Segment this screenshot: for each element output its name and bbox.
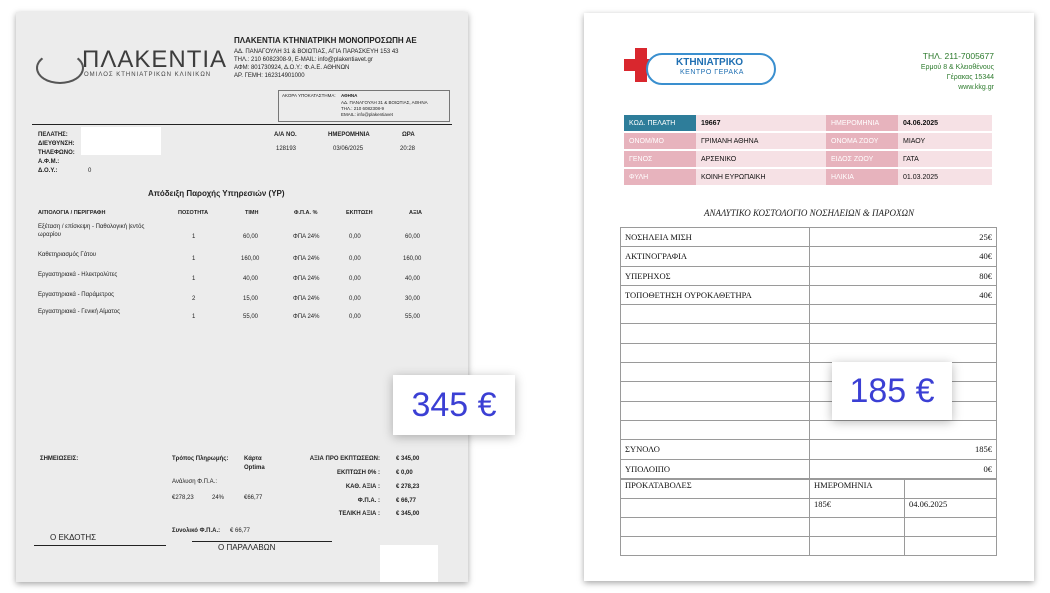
redacted-customer-block <box>81 127 161 155</box>
cost-amount: 40€ <box>810 247 997 266</box>
info-label: ΗΜΕΡΟΜΗΝΙΑ <box>826 115 898 132</box>
cost-row-empty <box>621 343 997 362</box>
prepay-label: ΠΡΟΚΑΤΑΒΟΛΕΣ <box>621 480 810 499</box>
info-value: 01.03.2025 <box>898 168 992 186</box>
issuer-signature-line <box>34 545 166 546</box>
info-label: ΟΝΟΜ/ΜΟ <box>624 132 696 150</box>
item-description: Εργαστηριακά - Γενική Αίματος <box>38 309 120 315</box>
item-qty: 1 <box>192 256 196 262</box>
clinic-website: www.kkg.gr <box>958 84 994 91</box>
brand-subtitle: ΟΜΙΛΟΣ ΚΤΗΝΙΑΤΡΙΚΩΝ ΚΛΙΝΙΚΩΝ <box>84 72 212 78</box>
branch-line: ΤΗΛ.: 210 6082308-9 <box>341 106 385 111</box>
total-row <box>621 440 997 459</box>
info-value: ΚΟΙΝΗ ΕΥΡΩΠΑΙΚΗ <box>696 168 826 186</box>
cost-row-empty <box>621 324 997 343</box>
customer-label: ΠΕΛΑΤΗΣ: <box>38 132 68 138</box>
item-qty: 1 <box>192 234 196 240</box>
item-qty: 1 <box>192 314 196 320</box>
item-value: 40,00 <box>405 276 421 282</box>
balance-row <box>621 459 997 478</box>
info-row <box>624 115 992 132</box>
vat-total-value: € 66,77 <box>230 528 251 534</box>
item-discount: 0,00 <box>349 276 361 282</box>
customer-label: Α.Φ.Μ.: <box>38 159 60 165</box>
info-value: ΓΑΤΑ <box>898 150 992 168</box>
item-description: Εργαστηριακά - Παράμετρος <box>38 292 115 298</box>
info-label: ΕΙΔΟΣ ΖΩΟΥ <box>826 150 898 168</box>
brand-logo-text: ΠΛΑΚΕΝΤΙΑ <box>82 46 228 73</box>
column-header: ΠΟΣΟΤΗΤΑ <box>178 210 209 216</box>
branch-label: ΑΚΟΡΑ ΥΠΟΚΑΤΑΣΤΗΜΑ: <box>282 93 336 98</box>
info-row <box>624 132 992 150</box>
cost-amount: 40€ <box>810 285 997 304</box>
item-description: Εξέταση / επίσκεψη - Παθολογική |εντός <box>38 224 145 230</box>
total-value: 185€ <box>810 440 997 459</box>
item-price: 15,00 <box>243 296 259 302</box>
issuer-label: Ο ΕΚΔΟΤΗΣ <box>50 533 97 542</box>
info-value: ΜΙΑΟΥ <box>898 132 992 150</box>
customer-label: ΤΗΛΕΦΩΝΟ: <box>38 150 75 156</box>
receipt-date: 03/06/2025 <box>333 146 364 152</box>
cost-table <box>620 227 997 479</box>
plakentia-receipt <box>16 12 468 582</box>
info-value: ΑΡΣΕΝΙΚΟ <box>696 150 826 168</box>
clinic-phone: ΤΗΛ. 211-7005677 <box>922 51 994 61</box>
branch-box <box>278 90 450 122</box>
info-row <box>624 168 992 186</box>
prepay-date: 04.06.2025 <box>905 499 997 518</box>
receiver-label: Ο ΠΑΡΑΛΑΒΩΝ <box>218 543 276 552</box>
cost-amount: 80€ <box>810 266 997 285</box>
total-label: ΚΑΘ. ΑΞΙΑ : <box>345 484 380 490</box>
payment-value: Optima <box>244 465 265 471</box>
cost-item: ΥΠΕΡΗΧΟΣ <box>621 266 810 285</box>
total-value: € 278,23 <box>396 484 420 490</box>
receipt-number: 128193 <box>276 146 297 152</box>
cost-row <box>621 266 997 285</box>
prepay-amount: 185€ <box>810 499 905 518</box>
company-line: ΤΗΛ.: 210 6082308-9, E-MAIL: info@plakentiavet.gr <box>234 57 373 63</box>
info-value: 19667 <box>696 115 826 132</box>
total-label: Φ.Π.Α. : <box>357 498 380 504</box>
total-label: ΤΕΛΙΚΗ ΑΞΙΑ : <box>338 511 380 517</box>
receipt-total-badge: 345 € <box>393 375 515 435</box>
patient-info-table <box>624 115 992 187</box>
paw-logo-icon <box>36 52 84 84</box>
column-header: ΑΞΙΑ <box>409 210 423 216</box>
item-discount: 0,00 <box>349 296 361 302</box>
vat-total-label: Συνολικό Φ.Π.Α.: <box>172 528 221 534</box>
item-description: Εργαστηριακά - Ηλεκτρολύτες <box>38 272 118 278</box>
prepayments-table <box>620 479 997 556</box>
kkg-estimate <box>584 13 1034 581</box>
item-description: ωραρίου <box>38 232 61 238</box>
cost-row <box>621 285 997 304</box>
cost-row-empty <box>621 420 997 439</box>
item-value: 60,00 <box>405 234 421 240</box>
customer-label: ΔΙΕΥΘΥΝΣΗ: <box>38 141 75 147</box>
estimate-title: ΑΝΑΛΥΤΙΚΟ ΚΟΣΤΟΛΟΓΙΟ ΝΟΣΗΛΕΙΩΝ & ΠΑΡΟΧΩΝ <box>704 208 914 218</box>
company-line: ΑΡ. ΓΕΜΗ: 162314901000 <box>234 73 305 79</box>
column-header: ΑΙΤΙΟΛΟΓΙΑ / ΠΕΡΙΓΡΑΦΗ <box>38 210 106 216</box>
clinic-address: Ερμού 8 & Κλειοθένους <box>920 64 994 71</box>
item-price: 40,00 <box>243 276 259 282</box>
company-line: ΑΔ. ΠΑΝΑΓΟΥΛΗ 31 & ΒΟΙΩΤΙΑΣ, ΑΓΙΑ ΠΑΡΑΣΚΕΥΗ 153 43 <box>234 49 399 55</box>
prepay-row-empty <box>621 537 997 556</box>
vat-analysis-rate: 24% <box>212 495 225 501</box>
cost-item: ΑΚΤΙΝΟΓΡΑΦΙΑ <box>621 247 810 266</box>
prepay-date-header: ΗΜΕΡΟΜΗΝΙΑ <box>810 480 905 499</box>
item-price: 160,00 <box>241 256 260 262</box>
cost-item: ΝΟΣΗΛΕΙΑ ΜΙΣΗ <box>621 228 810 247</box>
cost-row <box>621 228 997 247</box>
redacted-signature <box>380 545 438 582</box>
doy-value: 0 <box>88 168 92 174</box>
item-vat: ΦΠΑ 24% <box>293 256 320 262</box>
meta-header: ΗΜΕΡΟΜΗΝΙΑ <box>328 132 370 138</box>
info-label: ΓΕΝΟΣ <box>624 150 696 168</box>
item-price: 60,00 <box>243 234 259 240</box>
total-value: € 66,77 <box>396 498 417 504</box>
column-header: Φ.Π.Α. % <box>294 210 318 216</box>
info-label: ΗΛΙΚΙΑ <box>826 168 898 186</box>
prepay-row-empty <box>621 518 997 537</box>
company-line: ΑΦΜ: 801730924, Δ.Ο.Υ.: Φ.Α.Ε. ΑΘΗΝΩΝ <box>234 65 350 71</box>
info-value: ΓΡΙΜΑΝΗ ΑΘΗΝΑ <box>696 132 826 150</box>
vat-analysis-net: €278,23 <box>172 495 194 501</box>
estimate-total-badge: 185 € <box>832 362 952 420</box>
clinic-name: ΚΤΗΝΙΑΤΡΙΚΟ <box>676 57 744 68</box>
item-value: 160,00 <box>403 256 422 262</box>
item-price: 55,00 <box>243 314 259 320</box>
item-qty: 2 <box>192 296 196 302</box>
total-label: ΑΞΙΑ ΠΡΟ ΕΚΠΤΩΣΕΩΝ: <box>309 456 380 462</box>
cost-row-empty <box>621 305 997 324</box>
branch-line: ΑΘΗΝΑ <box>341 93 358 98</box>
prepay-header-row <box>621 480 997 499</box>
meta-header: ΩΡΑ <box>402 132 415 138</box>
item-vat: ΦΠΑ 24% <box>293 276 320 282</box>
customer-label: Δ.Ο.Υ.: <box>38 168 58 174</box>
column-header: ΤΙΜΗ <box>245 210 259 216</box>
item-vat: ΦΠΑ 24% <box>293 314 320 320</box>
branch-line: EMAIL: info@plakentiavet <box>341 112 393 117</box>
notes-label: ΣΗΜΕΙΩΣΕΙΣ: <box>40 456 79 462</box>
total-label: ΕΚΠΤΩΣΗ 0% : <box>337 470 380 476</box>
cost-row <box>621 247 997 266</box>
document-title: Απόδειξη Παροχής Υπηρεσιών (ΥΡ) <box>148 189 285 198</box>
total-value: € 345,00 <box>396 456 420 462</box>
total-label: ΣΥΝΟΛΟ <box>621 440 810 459</box>
balance-label: ΥΠΟΛΟΙΠΟ <box>621 459 810 478</box>
payment-label: Τρόπος Πληρωμής: <box>172 456 229 462</box>
item-value: 30,00 <box>405 296 421 302</box>
item-discount: 0,00 <box>349 234 361 240</box>
prepay-row <box>621 499 997 518</box>
payment-value: Κάρτα <box>244 456 262 462</box>
total-value: € 0,00 <box>396 470 413 476</box>
cost-item: ΤΟΠΟΘΕΤΗΣΗ ΟΥΡΟΚΑΘΕΤΗΡΑ <box>621 285 810 304</box>
item-value: 55,00 <box>405 314 421 320</box>
total-value: € 345,00 <box>396 511 420 517</box>
info-row <box>624 150 992 168</box>
item-discount: 0,00 <box>349 256 361 262</box>
company-name: ΠΛΑΚΕΝΤΙΑ ΚΤΗΝΙΑΤΡΙΚΗ ΜΟΝΟΠΡΟΣΩΠΗ ΑΕ <box>234 36 417 45</box>
info-label: ΟΝΟΜΑ ΖΩΟΥ <box>826 132 898 150</box>
item-discount: 0,00 <box>349 314 361 320</box>
meta-header: Α/Α ΝΟ. <box>274 132 297 138</box>
info-value: 04.06.2025 <box>898 115 992 132</box>
receiver-signature-line <box>192 541 332 542</box>
cost-amount: 25€ <box>810 228 997 247</box>
item-description: Καθετηριασμός Γάτου <box>38 252 97 258</box>
info-label: ΚΩΔ. ΠΕΛΑΤΗ <box>624 115 696 132</box>
receipt-time: 20:28 <box>400 146 416 152</box>
item-qty: 1 <box>192 276 196 282</box>
header-divider <box>32 124 452 125</box>
vat-analysis-vat: €66,77 <box>244 495 263 501</box>
branch-line: ΑΔ. ΠΑΝΑΓΟΥΛΗ 31 & ΒΟΙΩΤΙΑΣ, ΑΘΗΝΑ <box>341 100 428 105</box>
balance-value: 0€ <box>810 459 997 478</box>
item-vat: ΦΠΑ 24% <box>293 234 320 240</box>
info-label: ΦΥΛΗ <box>624 168 696 186</box>
item-vat: ΦΠΑ 24% <box>293 296 320 302</box>
column-header: ΕΚΠΤΩΣΗ <box>346 210 373 216</box>
vat-analysis-label: Ανάλυση Φ.Π.Α.: <box>172 479 217 485</box>
clinic-city: Γέρακας 15344 <box>946 74 994 81</box>
clinic-subtitle: ΚΕΝΤΡΟ ΓΕΡΑΚΑ <box>680 69 744 76</box>
